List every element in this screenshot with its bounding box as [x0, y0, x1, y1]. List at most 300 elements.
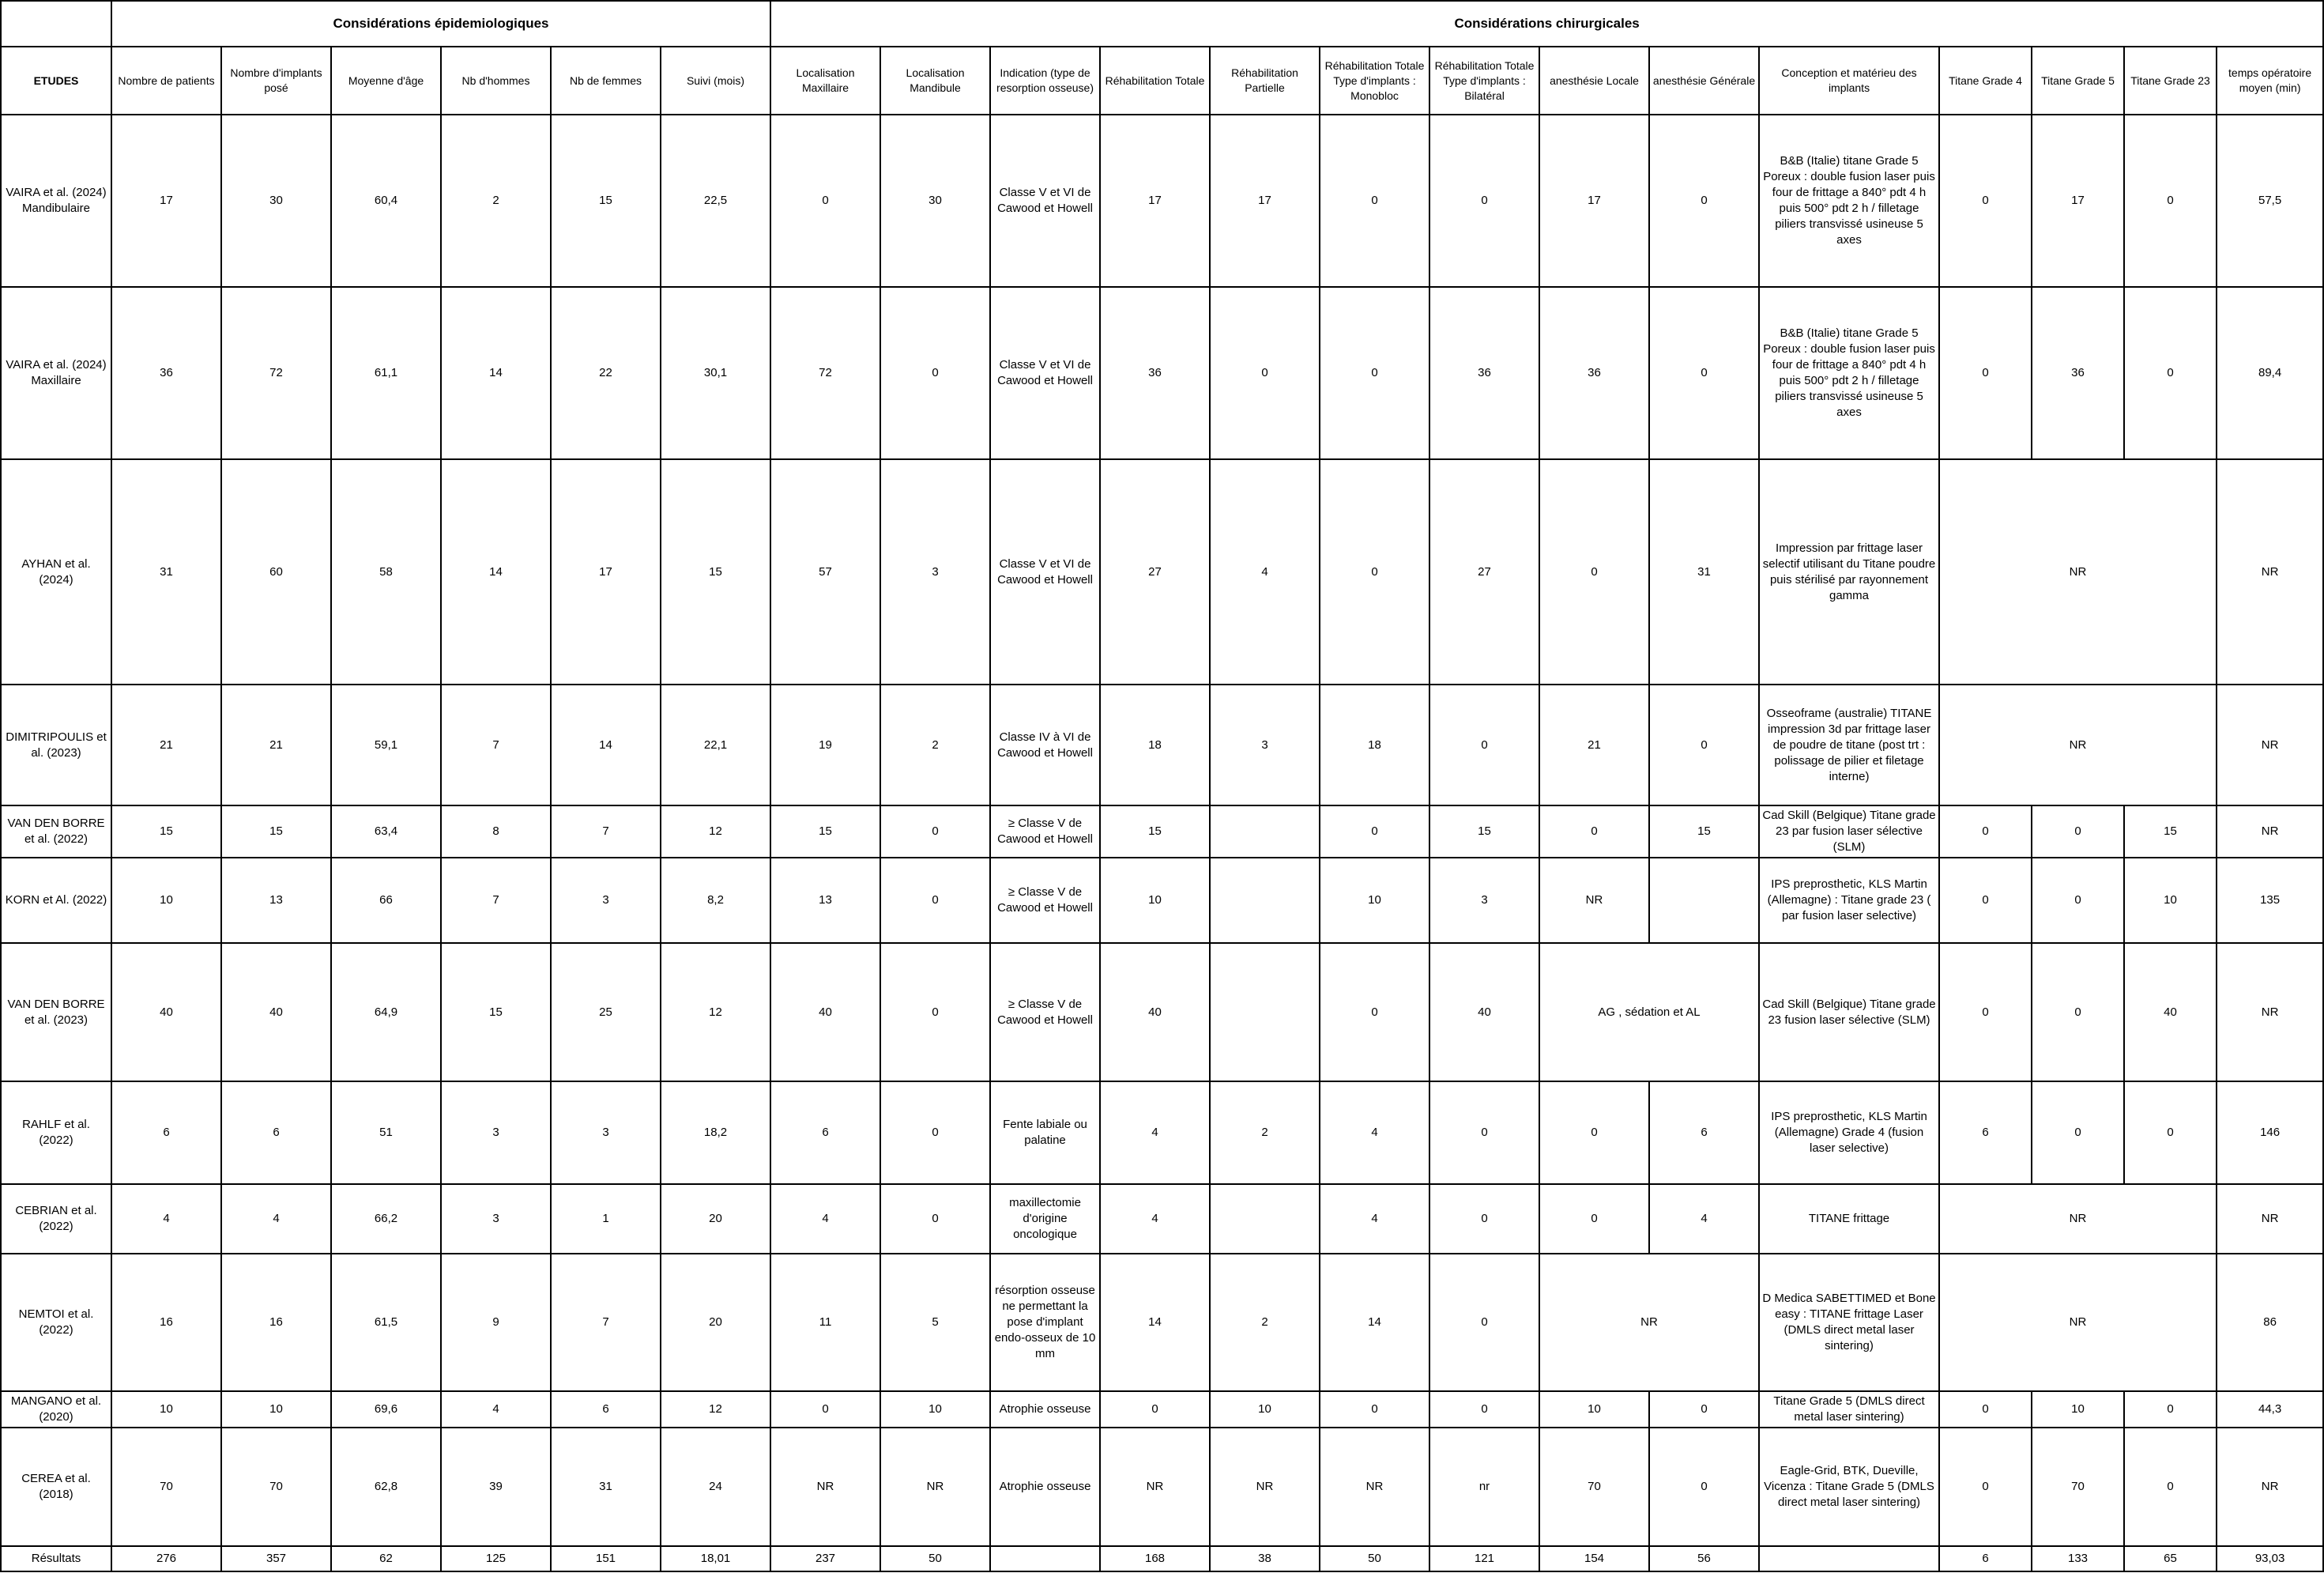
- cell-temps: NR: [2217, 459, 2323, 685]
- cell-anesth-locale: 10: [1539, 1391, 1649, 1428]
- cell-titane-merged: NR: [1939, 1254, 2217, 1391]
- cell-temps: 44,3: [2217, 1391, 2323, 1428]
- cell-temps: NR: [2217, 805, 2323, 858]
- cell-patients: 40: [111, 943, 221, 1081]
- total-patients: 276: [111, 1546, 221, 1571]
- cell-monobloc: 14: [1320, 1254, 1429, 1391]
- table-row: [1, 1254, 2323, 1391]
- col-header-temps: temps opératoire moyen (min): [2217, 47, 2323, 115]
- cell-rehab-totale: 17: [1100, 115, 1210, 287]
- cell-study: NEMTOI et al. (2022): [1, 1254, 111, 1391]
- cell-maxillaire: 19: [770, 685, 880, 805]
- cell-conception: B&B (Italie) titane Grade 5 Poreux : double fusion laser puis four de frittage a 840° pdt 4 h puis 500° pdt 2 h / filletage piliers transvissé usineuse 5 axes: [1759, 115, 1939, 287]
- cell-ti4: 0: [1939, 1428, 2032, 1546]
- cell-mandibule: 3: [880, 459, 990, 685]
- total-anesth-generale: 56: [1649, 1546, 1759, 1571]
- total-rehab-partielle: 38: [1210, 1546, 1320, 1571]
- cell-patients: 16: [111, 1254, 221, 1391]
- cell-bilateral: 36: [1429, 287, 1539, 459]
- col-header-age: Moyenne d'âge: [331, 47, 441, 115]
- cell-indication: maxillectomie d'origine oncologique: [990, 1184, 1100, 1254]
- cell-bilateral: 27: [1429, 459, 1539, 685]
- cell-rehab-totale: 40: [1100, 943, 1210, 1081]
- cell-indication: Fente labiale ou palatine: [990, 1081, 1100, 1184]
- col-header-ti23: Titane Grade 23: [2124, 47, 2217, 115]
- cell-implants: 4: [221, 1184, 331, 1254]
- cell-mandibule: 0: [880, 1184, 990, 1254]
- cell-rehab-partielle: 17: [1210, 115, 1320, 287]
- cell-patients: 17: [111, 115, 221, 287]
- cell-anesth-generale: 0: [1649, 287, 1759, 459]
- cell-rehab-totale: 10: [1100, 858, 1210, 943]
- cell-anesth-locale: NR: [1539, 858, 1649, 943]
- total-maxillaire: 237: [770, 1546, 880, 1571]
- cell-ti23: 0: [2124, 1428, 2217, 1546]
- cell-ti23: 0: [2124, 1391, 2217, 1428]
- cell-women: 3: [551, 858, 661, 943]
- cell-ti5: 70: [2032, 1428, 2124, 1546]
- total-men: 125: [441, 1546, 551, 1571]
- cell-conception: D Medica SABETTIMED et Bone easy : TITANE frittage Laser (DMLS direct metal laser sintering): [1759, 1254, 1939, 1391]
- table-row: [1, 1428, 2323, 1546]
- cell-maxillaire: 13: [770, 858, 880, 943]
- table-row: [1, 115, 2323, 287]
- cell-anesth-generale: 0: [1649, 115, 1759, 287]
- group-header-row: [1, 1, 2323, 47]
- cell-rehab-totale: 4: [1100, 1081, 1210, 1184]
- table-row: [1, 287, 2323, 459]
- cell-ti23: 15: [2124, 805, 2217, 858]
- cell-mandibule: 5: [880, 1254, 990, 1391]
- cell-ti5: 0: [2032, 805, 2124, 858]
- cell-followup: 12: [661, 1391, 770, 1428]
- cell-bilateral: 0: [1429, 1391, 1539, 1428]
- cell-rehab-partielle: [1210, 943, 1320, 1081]
- cell-patients: 6: [111, 1081, 221, 1184]
- column-header-row: [1, 47, 2323, 115]
- table-row: [1, 805, 2323, 858]
- table-row: [1, 459, 2323, 685]
- cell-implants: 21: [221, 685, 331, 805]
- cell-mandibule: 0: [880, 805, 990, 858]
- cell-titane-merged: NR: [1939, 1184, 2217, 1254]
- cell-rehab-partielle: 0: [1210, 287, 1320, 459]
- cell-monobloc: 4: [1320, 1184, 1429, 1254]
- cell-age: 69,6: [331, 1391, 441, 1428]
- cell-followup: 12: [661, 943, 770, 1081]
- cell-bilateral: 0: [1429, 1081, 1539, 1184]
- cell-patients: 4: [111, 1184, 221, 1254]
- cell-anesth-locale: 0: [1539, 805, 1649, 858]
- total-anesth-locale: 154: [1539, 1546, 1649, 1571]
- cell-ti23: 40: [2124, 943, 2217, 1081]
- cell-men: 39: [441, 1428, 551, 1546]
- cell-temps: NR: [2217, 1428, 2323, 1546]
- cell-monobloc: 18: [1320, 685, 1429, 805]
- cell-followup: 22,1: [661, 685, 770, 805]
- cell-monobloc: 0: [1320, 943, 1429, 1081]
- cell-women: 3: [551, 1081, 661, 1184]
- cell-monobloc: 0: [1320, 287, 1429, 459]
- cell-mandibule: 0: [880, 943, 990, 1081]
- cell-followup: 30,1: [661, 287, 770, 459]
- total-women: 151: [551, 1546, 661, 1571]
- table-row: [1, 943, 2323, 1081]
- cell-conception: IPS preprosthetic, KLS Martin (Allemagne) : Titane grade 23 ( par fusion laser selective): [1759, 858, 1939, 943]
- cell-anesth-generale: [1649, 858, 1759, 943]
- cell-maxillaire: 0: [770, 1391, 880, 1428]
- col-header-rehab-partielle: Réhabilitation Partielle: [1210, 47, 1320, 115]
- cell-implants: 10: [221, 1391, 331, 1428]
- cell-mandibule: 2: [880, 685, 990, 805]
- cell-men: 3: [441, 1184, 551, 1254]
- cell-study: AYHAN et al. (2024): [1, 459, 111, 685]
- cell-indication: Classe V et VI de Cawood et Howell: [990, 115, 1100, 287]
- cell-study: CEBRIAN et al. (2022): [1, 1184, 111, 1254]
- cell-indication: résorption osseuse ne permettant la pose d'implant endo-osseux de 10 mm: [990, 1254, 1100, 1391]
- cell-patients: 15: [111, 805, 221, 858]
- cell-rehab-totale: 4: [1100, 1184, 1210, 1254]
- total-mandibule: 50: [880, 1546, 990, 1571]
- totals-label: Résultats: [1, 1546, 111, 1571]
- cell-bilateral: 40: [1429, 943, 1539, 1081]
- col-header-men: Nb d'hommes: [441, 47, 551, 115]
- col-header-rehab-totale: Réhabilitation Totale: [1100, 47, 1210, 115]
- col-header-ti5: Titane Grade 5: [2032, 47, 2124, 115]
- cell-maxillaire: NR: [770, 1428, 880, 1546]
- cell-rehab-partielle: 4: [1210, 459, 1320, 685]
- cell-anesth-generale: 6: [1649, 1081, 1759, 1184]
- col-header-maxillaire: Localisation Maxillaire: [770, 47, 880, 115]
- cell-women: 14: [551, 685, 661, 805]
- cell-conception: Titane Grade 5 (DMLS direct metal laser sintering): [1759, 1391, 1939, 1428]
- cell-patients: 10: [111, 858, 221, 943]
- cell-maxillaire: 72: [770, 287, 880, 459]
- cell-temps: NR: [2217, 1184, 2323, 1254]
- cell-women: 7: [551, 1254, 661, 1391]
- total-followup: 18,01: [661, 1546, 770, 1571]
- cell-followup: 12: [661, 805, 770, 858]
- cell-ti4: 6: [1939, 1081, 2032, 1184]
- col-header-indication: Indication (type de resorption osseuse): [990, 47, 1100, 115]
- col-header-ti4: Titane Grade 4: [1939, 47, 2032, 115]
- cell-indication: ≥ Classe V de Cawood et Howell: [990, 943, 1100, 1081]
- cell-conception: Eagle-Grid, BTK, Dueville, Vicenza : Titane Grade 5 (DMLS direct metal laser sintering): [1759, 1428, 1939, 1546]
- cell-age: 66,2: [331, 1184, 441, 1254]
- cell-age: 60,4: [331, 115, 441, 287]
- cell-age: 62,8: [331, 1428, 441, 1546]
- total-temps: 93,03: [2217, 1546, 2323, 1571]
- cell-mandibule: 0: [880, 1081, 990, 1184]
- cell-followup: 18,2: [661, 1081, 770, 1184]
- cell-bilateral: 0: [1429, 1184, 1539, 1254]
- cell-indication: ≥ Classe V de Cawood et Howell: [990, 858, 1100, 943]
- cell-anesth-generale: 0: [1649, 1428, 1759, 1546]
- cell-rehab-totale: 27: [1100, 459, 1210, 685]
- cell-rehab-partielle: [1210, 858, 1320, 943]
- cell-indication: Atrophie osseuse: [990, 1428, 1100, 1546]
- cell-monobloc: 0: [1320, 1391, 1429, 1428]
- table-row: [1, 858, 2323, 943]
- cell-bilateral: nr: [1429, 1428, 1539, 1546]
- cell-rehab-partielle: [1210, 1184, 1320, 1254]
- cell-women: 17: [551, 459, 661, 685]
- cell-age: 63,4: [331, 805, 441, 858]
- cell-temps: 146: [2217, 1081, 2323, 1184]
- cell-ti5: 0: [2032, 1081, 2124, 1184]
- cell-rehab-partielle: [1210, 805, 1320, 858]
- total-indication: [990, 1546, 1100, 1571]
- col-header-conception: Conception et matérieu des implants: [1759, 47, 1939, 115]
- cell-anesth-locale: 0: [1539, 459, 1649, 685]
- col-header-followup: Suivi (mois): [661, 47, 770, 115]
- cell-ti5: 0: [2032, 943, 2124, 1081]
- cell-indication: Classe V et VI de Cawood et Howell: [990, 287, 1100, 459]
- cell-men: 3: [441, 1081, 551, 1184]
- cell-conception: Impression par frittage laser selectif utilisant du Titane poudre puis stérilisé par rayonnement gamma: [1759, 459, 1939, 685]
- corner-cell: [1, 1, 111, 47]
- cell-rehab-partielle: 2: [1210, 1254, 1320, 1391]
- cell-patients: 10: [111, 1391, 221, 1428]
- cell-ti5: 17: [2032, 115, 2124, 287]
- cell-age: 64,9: [331, 943, 441, 1081]
- cell-anesth-generale: 15: [1649, 805, 1759, 858]
- col-header-etudes: ETUDES: [1, 47, 111, 115]
- cell-temps: NR: [2217, 685, 2323, 805]
- cell-conception: Cad Skill (Belgique) Titane grade 23 fusion laser sélective (SLM): [1759, 943, 1939, 1081]
- col-header-mandibule: Localisation Mandibule: [880, 47, 990, 115]
- cell-women: 15: [551, 115, 661, 287]
- cell-followup: 22,5: [661, 115, 770, 287]
- cell-mandibule: NR: [880, 1428, 990, 1546]
- cell-implants: 15: [221, 805, 331, 858]
- cell-indication: ≥ Classe V de Cawood et Howell: [990, 805, 1100, 858]
- cell-rehab-totale: NR: [1100, 1428, 1210, 1546]
- col-header-implants: Nombre d'implants posé: [221, 47, 331, 115]
- cell-age: 58: [331, 459, 441, 685]
- cell-conception: IPS preprosthetic, KLS Martin (Allemagne) Grade 4 (fusion laser selective): [1759, 1081, 1939, 1184]
- cell-maxillaire: 15: [770, 805, 880, 858]
- cell-anesth-merged: NR: [1539, 1254, 1759, 1391]
- cell-study: VAN DEN BORRE et al. (2023): [1, 943, 111, 1081]
- table-row: [1, 1081, 2323, 1184]
- cell-ti23: 0: [2124, 1081, 2217, 1184]
- cell-women: 25: [551, 943, 661, 1081]
- cell-ti4: 0: [1939, 805, 2032, 858]
- cell-maxillaire: 0: [770, 115, 880, 287]
- table-row: [1, 1391, 2323, 1428]
- cell-rehab-partielle: NR: [1210, 1428, 1320, 1546]
- cell-implants: 16: [221, 1254, 331, 1391]
- cell-indication: Classe V et VI de Cawood et Howell: [990, 459, 1100, 685]
- cell-maxillaire: 6: [770, 1081, 880, 1184]
- cell-maxillaire: 4: [770, 1184, 880, 1254]
- cell-bilateral: 3: [1429, 858, 1539, 943]
- cell-rehab-totale: 36: [1100, 287, 1210, 459]
- cell-temps: 135: [2217, 858, 2323, 943]
- cell-bilateral: 15: [1429, 805, 1539, 858]
- cell-study: MANGANO et al. (2020): [1, 1391, 111, 1428]
- cell-men: 7: [441, 858, 551, 943]
- cell-implants: 6: [221, 1081, 331, 1184]
- cell-implants: 30: [221, 115, 331, 287]
- cell-ti23: 0: [2124, 287, 2217, 459]
- cell-followup: 15: [661, 459, 770, 685]
- cell-mandibule: 0: [880, 287, 990, 459]
- col-header-monobloc: Réhabilitation Totale Type d'implants : Monobloc: [1320, 47, 1429, 115]
- cell-age: 61,5: [331, 1254, 441, 1391]
- total-conception: [1759, 1546, 1939, 1571]
- totals-row: [1, 1546, 2323, 1571]
- cell-anesth-generale: 4: [1649, 1184, 1759, 1254]
- col-header-women: Nb de femmes: [551, 47, 661, 115]
- total-ti23: 65: [2124, 1546, 2217, 1571]
- cell-women: 1: [551, 1184, 661, 1254]
- cell-implants: 60: [221, 459, 331, 685]
- cell-study: RAHLF et al. (2022): [1, 1081, 111, 1184]
- table-body: [1, 1, 2323, 1571]
- cell-mandibule: 30: [880, 115, 990, 287]
- col-header-anesth-generale: anesthésie Générale: [1649, 47, 1759, 115]
- cell-rehab-totale: 14: [1100, 1254, 1210, 1391]
- cell-men: 2: [441, 115, 551, 287]
- cell-ti5: 10: [2032, 1391, 2124, 1428]
- cell-temps: 89,4: [2217, 287, 2323, 459]
- cell-anesth-merged: AG , sédation et AL: [1539, 943, 1759, 1081]
- cell-indication: Atrophie osseuse: [990, 1391, 1100, 1428]
- cell-men: 7: [441, 685, 551, 805]
- cell-women: 6: [551, 1391, 661, 1428]
- cell-anesth-locale: 17: [1539, 115, 1649, 287]
- cell-ti4: 0: [1939, 1391, 2032, 1428]
- cell-ti5: 0: [2032, 858, 2124, 943]
- cell-anesth-locale: 21: [1539, 685, 1649, 805]
- cell-age: 51: [331, 1081, 441, 1184]
- cell-temps: 57,5: [2217, 115, 2323, 287]
- cell-rehab-totale: 18: [1100, 685, 1210, 805]
- cell-followup: 24: [661, 1428, 770, 1546]
- cell-mandibule: 0: [880, 858, 990, 943]
- cell-implants: 13: [221, 858, 331, 943]
- table-row: [1, 1184, 2323, 1254]
- col-header-patients: Nombre de patients: [111, 47, 221, 115]
- cell-study: VAN DEN BORRE et al. (2022): [1, 805, 111, 858]
- cell-ti4: 0: [1939, 115, 2032, 287]
- cell-monobloc: 10: [1320, 858, 1429, 943]
- cell-patients: 70: [111, 1428, 221, 1546]
- cell-mandibule: 10: [880, 1391, 990, 1428]
- total-monobloc: 50: [1320, 1546, 1429, 1571]
- cell-age: 66: [331, 858, 441, 943]
- cell-temps: NR: [2217, 943, 2323, 1081]
- cell-men: 14: [441, 287, 551, 459]
- cell-men: 15: [441, 943, 551, 1081]
- cell-study: VAIRA et al. (2024) Maxillaire: [1, 287, 111, 459]
- cell-anesth-generale: 0: [1649, 685, 1759, 805]
- cell-monobloc: 0: [1320, 805, 1429, 858]
- cell-patients: 31: [111, 459, 221, 685]
- cell-anesth-locale: 0: [1539, 1184, 1649, 1254]
- cell-women: 7: [551, 805, 661, 858]
- cell-conception: Osseoframe (australie) TITANE impression 3d par frittage laser de poudre de titane (post trt : polissage de pilier et filetage interne): [1759, 685, 1939, 805]
- group-epidemiological: Considérations épidemiologiques: [111, 1, 770, 47]
- cell-maxillaire: 40: [770, 943, 880, 1081]
- cell-ti4: 0: [1939, 858, 2032, 943]
- cell-patients: 21: [111, 685, 221, 805]
- cell-bilateral: 0: [1429, 685, 1539, 805]
- cell-study: CEREA et al. (2018): [1, 1428, 111, 1546]
- cell-ti23: 0: [2124, 115, 2217, 287]
- cell-men: 14: [441, 459, 551, 685]
- cell-monobloc: 4: [1320, 1081, 1429, 1184]
- cell-rehab-partielle: 10: [1210, 1391, 1320, 1428]
- group-surgical: Considérations chirurgicales: [770, 1, 2323, 47]
- cell-age: 59,1: [331, 685, 441, 805]
- cell-men: 8: [441, 805, 551, 858]
- total-age: 62: [331, 1546, 441, 1571]
- cell-followup: 20: [661, 1184, 770, 1254]
- cell-women: 31: [551, 1428, 661, 1546]
- cell-rehab-totale: 15: [1100, 805, 1210, 858]
- cell-men: 4: [441, 1391, 551, 1428]
- col-header-bilateral: Réhabilitation Totale Type d'implants : Bilatéral: [1429, 47, 1539, 115]
- cell-titane-merged: NR: [1939, 459, 2217, 685]
- cell-maxillaire: 57: [770, 459, 880, 685]
- cell-women: 22: [551, 287, 661, 459]
- cell-monobloc: 0: [1320, 459, 1429, 685]
- cell-rehab-totale: 0: [1100, 1391, 1210, 1428]
- cell-temps: 86: [2217, 1254, 2323, 1391]
- cell-age: 61,1: [331, 287, 441, 459]
- cell-implants: 72: [221, 287, 331, 459]
- cell-monobloc: 0: [1320, 115, 1429, 287]
- total-ti5: 133: [2032, 1546, 2124, 1571]
- col-header-anesth-locale: anesthésie Locale: [1539, 47, 1649, 115]
- cell-maxillaire: 11: [770, 1254, 880, 1391]
- cell-anesth-locale: 0: [1539, 1081, 1649, 1184]
- cell-bilateral: 0: [1429, 115, 1539, 287]
- cell-study: VAIRA et al. (2024) Mandibulaire: [1, 115, 111, 287]
- cell-rehab-partielle: 2: [1210, 1081, 1320, 1184]
- cell-anesth-locale: 70: [1539, 1428, 1649, 1546]
- total-implants: 357: [221, 1546, 331, 1571]
- cell-ti4: 0: [1939, 287, 2032, 459]
- cell-titane-merged: NR: [1939, 685, 2217, 805]
- cell-conception: Cad Skill (Belgique) Titane grade 23 par fusion laser sélective (SLM): [1759, 805, 1939, 858]
- cell-monobloc: NR: [1320, 1428, 1429, 1546]
- total-ti4: 6: [1939, 1546, 2032, 1571]
- cell-anesth-locale: 36: [1539, 287, 1649, 459]
- total-rehab-totale: 168: [1100, 1546, 1210, 1571]
- cell-ti4: 0: [1939, 943, 2032, 1081]
- cell-ti5: 36: [2032, 287, 2124, 459]
- cell-rehab-partielle: 3: [1210, 685, 1320, 805]
- cell-anesth-generale: 31: [1649, 459, 1759, 685]
- cell-conception: TITANE frittage: [1759, 1184, 1939, 1254]
- cell-followup: 8,2: [661, 858, 770, 943]
- cell-patients: 36: [111, 287, 221, 459]
- cell-bilateral: 0: [1429, 1254, 1539, 1391]
- cell-men: 9: [441, 1254, 551, 1391]
- total-bilateral: 121: [1429, 1546, 1539, 1571]
- cell-indication: Classe IV à VI de Cawood et Howell: [990, 685, 1100, 805]
- table-row: [1, 685, 2323, 805]
- cell-conception: B&B (Italie) titane Grade 5 Poreux : double fusion laser puis four de frittage a 840° pdt 4 h puis 500° pdt 2 h / filletage piliers transvissé usineuse 5 axes: [1759, 287, 1939, 459]
- cell-followup: 20: [661, 1254, 770, 1391]
- cell-implants: 70: [221, 1428, 331, 1546]
- cell-study: KORN et Al. (2022): [1, 858, 111, 943]
- cell-implants: 40: [221, 943, 331, 1081]
